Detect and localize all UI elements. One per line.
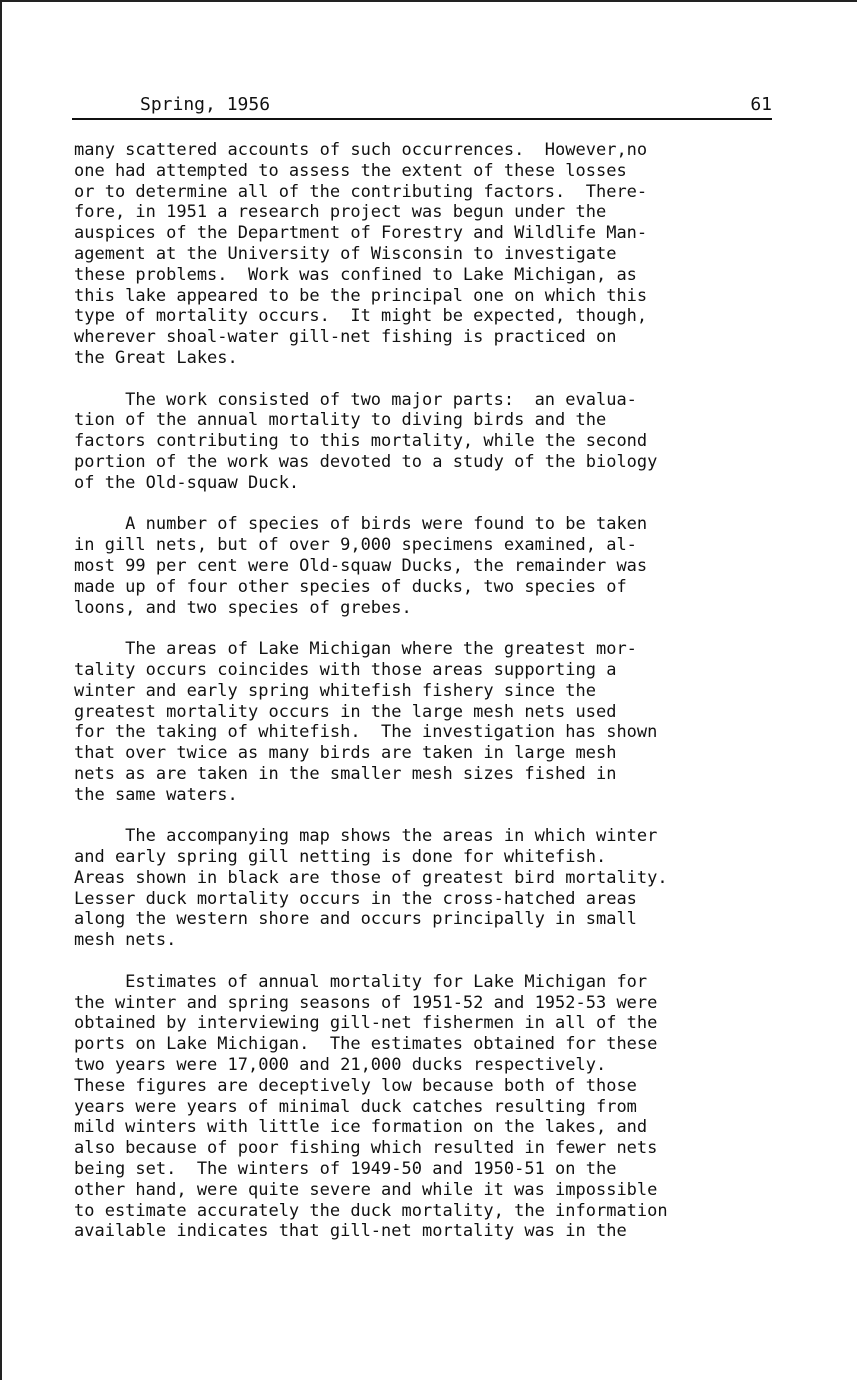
text-line: to estimate accurately the duck mortality, the information (74, 1200, 668, 1221)
text-line: also because of poor fishing which resulted in fewer nets (74, 1138, 658, 1159)
text-line: along the western shore and occurs principally in small (74, 909, 637, 930)
text-line: wherever shoal-water gill-net fishing is practiced on (74, 327, 617, 348)
text-line: made up of four other species of ducks, two species of (74, 576, 627, 597)
paragraph (74, 140, 814, 369)
text-line: fore, in 1951 a research project was begun under the (74, 202, 607, 223)
text-line: portion of the work was devoted to a study of the biology (74, 451, 658, 472)
text-line: Lesser duck mortality occurs in the cross-hatched areas (74, 888, 637, 909)
paragraph (74, 826, 814, 951)
text-line: The work consisted of two major parts: an evalua- (74, 389, 637, 410)
text-line: years were years of minimal duck catches resulting from (74, 1096, 637, 1117)
text-line: factors contributing to this mortality, while the second (74, 431, 648, 452)
text-line: obtained by interviewing gill-net fishermen in all of the (74, 1013, 658, 1034)
body-text (74, 140, 814, 1263)
text-line: tion of the annual mortality to diving birds and the (74, 410, 607, 431)
text-line: for the taking of whitefish. The investigation has shown (74, 722, 658, 743)
text-line: one had attempted to assess the extent of these losses (74, 160, 627, 181)
text-line: available indicates that gill-net mortality was in the (74, 1221, 627, 1242)
text-line: the Great Lakes. (74, 347, 238, 368)
text-line: in gill nets, but of over 9,000 specimens examined, al- (74, 535, 637, 556)
text-line: greatest mortality occurs in the large mesh nets used (74, 701, 617, 722)
text-line: many scattered accounts of such occurrences. However,no (74, 140, 648, 160)
paragraph (74, 514, 814, 618)
text-line: nets as are taken in the smaller mesh sizes fished in (74, 763, 617, 784)
text-line: the same waters. (74, 784, 238, 805)
text-line: tality occurs coincides with those areas supporting a (74, 659, 617, 680)
text-line: Areas shown in black are those of greatest bird mortality. (74, 867, 668, 888)
text-line: ports on Lake Michigan. The estimates obtained for these (74, 1034, 658, 1055)
text-line: other hand, were quite severe and while it was impossible (74, 1179, 658, 1200)
text-line: auspices of the Department of Forestry and Wildlife Man- (74, 223, 648, 244)
text-line: these problems. Work was confined to Lake Michigan, as (74, 264, 637, 285)
text-line: winter and early spring whitefish fishery since the (74, 680, 596, 701)
text-line: being set. The winters of 1949-50 and 1950-51 on the (74, 1159, 617, 1180)
text-line: type of mortality occurs. It might be expected, though, (74, 306, 648, 327)
page-number: 61 (750, 94, 772, 115)
paragraph (74, 639, 814, 805)
paragraph (74, 390, 814, 494)
text-line: two years were 17,000 and 21,000 ducks respectively. (74, 1055, 607, 1076)
page-header (72, 94, 772, 120)
text-line: A number of species of birds were found to be taken (74, 514, 648, 535)
text-line: mesh nets. (74, 930, 177, 951)
text-line: Estimates of annual mortality for Lake Michigan for (74, 971, 648, 992)
text-line: of the Old-squaw Duck. (74, 472, 300, 493)
text-line: or to determine all of the contributing factors. There- (74, 181, 648, 202)
text-line: loons, and two species of grebes. (74, 597, 412, 618)
text-line: the winter and spring seasons of 1951-52 and 1952-53 were (74, 992, 658, 1013)
text-line: These figures are deceptively low because both of those (74, 1075, 637, 1096)
text-line: and early spring gill netting is done for whitefish. (74, 847, 607, 868)
text-line: mild winters with little ice formation on the lakes, and (74, 1117, 648, 1138)
text-line: this lake appeared to be the principal one on which this (74, 285, 648, 306)
header-date: Spring, 1956 (140, 94, 271, 115)
text-line: agement at the University of Wisconsin to investigate (74, 243, 617, 264)
text-line: The areas of Lake Michigan where the greatest mor- (74, 639, 637, 660)
text-line: most 99 per cent were Old-squaw Ducks, the remainder was (74, 555, 648, 576)
paragraph (74, 972, 814, 1242)
text-line: that over twice as many birds are taken in large mesh (74, 743, 617, 764)
text-line: The accompanying map shows the areas in which winter (74, 826, 658, 847)
